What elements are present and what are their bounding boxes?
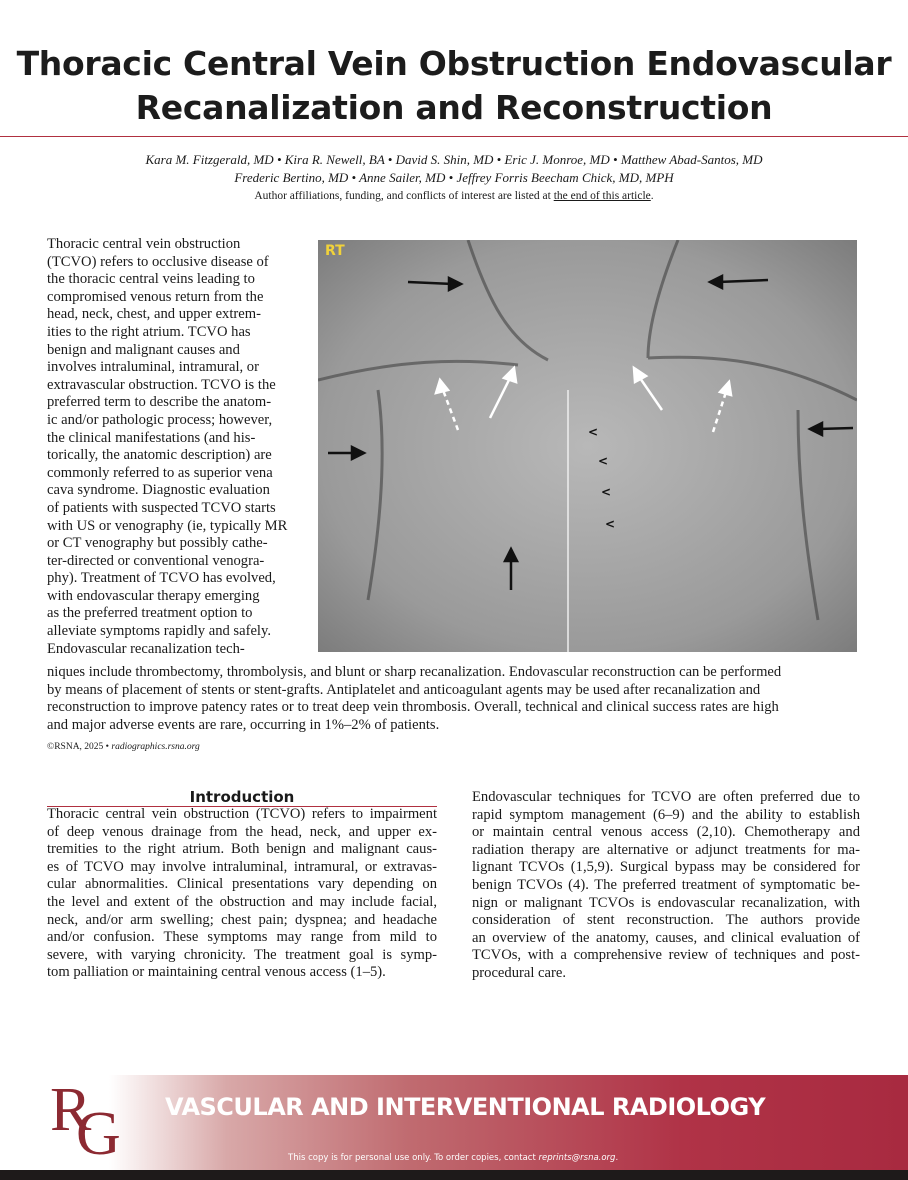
text-line: with endovascular therapy emerging (47, 587, 260, 604)
vein-shadow (648, 240, 678, 358)
text-line: ter-directed or conventional venogra- (47, 552, 265, 569)
text-line: benign TCVOs (4). The preferred treatment of symptomatic be- (472, 876, 860, 893)
abstract-continued-text (47, 664, 781, 734)
author-line: Frederic Bertino, MD • Anne Sailer, MD • Jeffrey Forris Beecham Chick, MD, MPH (234, 170, 674, 185)
text-line: and/or confusion. These symptoms may range from mild to (47, 929, 437, 946)
white-arrows (436, 368, 731, 432)
text-line: es of TCVO may involve intraluminal, intramural, or extravas- (47, 858, 437, 875)
text-line: an overview of the anatomy, causes, and clinical evaluation of (472, 929, 860, 946)
text-line: or CT venography but possibly cathe- (47, 535, 268, 552)
text-line: with US or venography (ie, typically MR (47, 517, 288, 534)
text-line: by means of placement of stents or stent-grafts. Antiplatelet and anticoagulant agents may be used after recanalization and (47, 681, 761, 698)
text-line: commonly referred to as superior vena (47, 464, 273, 481)
section-title: VASCULAR AND INTERVENTIONAL RADIOLOGY (165, 1093, 766, 1121)
author-line: Kara M. Fitzgerald, MD • Kira R. Newell, BA • David S. Shin, MD • Eric J. Monroe, MD • Matthew Abad-Santos, MD (145, 152, 763, 167)
end-of-article-link[interactable]: the end of this article (553, 190, 651, 202)
text-line: alleviate symptoms rapidly and safely. (47, 623, 271, 640)
text-line: severe, with varying chronicity. The treatment goal is symp- (47, 946, 437, 963)
journal-site: radiographics.rsna.org (111, 742, 200, 752)
text-line: of deep venous drainage from the head, neck, and upper ex- (47, 823, 437, 840)
text-line: cava syndrome. Diagnostic evaluation (47, 482, 270, 499)
svg-text:<: < (588, 425, 599, 439)
text-line: of patients with suspected TCVO starts (47, 499, 276, 516)
text-line: radiation therapy are alternative or adjunct treatments for ma- (472, 841, 860, 858)
text-line: TCVOs, with a comprehensive review of techniques and post- (472, 947, 860, 964)
svg-text:<: < (605, 517, 616, 531)
text-line: extravascular obstruction. TCVO is the (47, 376, 276, 393)
vein-shadow (368, 390, 382, 600)
affiliation-note (0, 190, 908, 202)
arrowhead-markers (588, 425, 615, 531)
intro-right-column (472, 789, 860, 983)
reprints-email[interactable]: reprints@rsna.org (538, 1153, 616, 1163)
text-line: benign and malignant causes and (47, 341, 240, 358)
text-line: torically, the anatomic description) are (47, 447, 272, 464)
text-line: neck, and/or arm swelling; chest pain; dyspnea; and headache (47, 911, 437, 928)
svg-text:<: < (598, 454, 609, 468)
abstract-side-text (47, 236, 287, 658)
title-line: Thoracic Central Vein Obstruction Endovascular (16, 44, 892, 83)
svg-text:<: < (601, 485, 612, 499)
text-line: phy). Treatment of TCVO has evolved, (47, 570, 276, 587)
text-line: Thoracic central vein obstruction (47, 236, 241, 252)
text-line: or maintain central venous access (2,10). Chemotherapy and (472, 824, 860, 841)
vein-shadow (798, 410, 818, 620)
title-divider (0, 136, 908, 137)
text-line: ic and/or pathologic process; however, (47, 411, 273, 428)
copyright-line (47, 742, 200, 752)
text-line: the thoracic central veins leading to (47, 271, 255, 288)
copyright-text: ©RSNA, 2025 • (47, 742, 112, 752)
figure-label: RT (325, 243, 345, 259)
text-line: consideration of stent reconstruction. The authors provide (472, 912, 860, 929)
text-line: nign or malignant TCVOs is endovascular recanalization, with (472, 894, 860, 911)
text-line: niques include thrombectomy, thrombolysis, and blunt or sharp recanalization. Endovascular reconstruction can be performed (47, 664, 782, 680)
venogram-figure (318, 240, 857, 652)
text-line: involves intraluminal, intramural, or (47, 359, 259, 376)
vein-shadow (648, 357, 857, 400)
title-line: Recanalization and Reconstruction (135, 88, 773, 127)
text-line: Endovascular techniques for TCVO are often preferred due to (472, 789, 860, 805)
vein-shadow (318, 361, 518, 380)
notice-end: . (615, 1153, 619, 1163)
intro-left-column (47, 806, 437, 982)
text-line: ities to the right atrium. TCVO has (47, 323, 251, 340)
text-line: rapid symptom management (6–9) and the ability to establish (472, 806, 860, 823)
notice-text: This copy is for personal use only. To order copies, contact (288, 1153, 539, 1163)
introduction-heading: Introduction (189, 788, 295, 806)
text-line: reconstruction to improve patency rates or to treat deep vein thrombosis. Overall, technical and clinical success rates are high (47, 699, 779, 716)
text-line: tom palliation or maintaining central venous access (1–5). (47, 964, 386, 981)
vein-shadow (468, 240, 548, 360)
text-line: compromised venous return from the (47, 288, 264, 305)
text-line: procedural care. (472, 964, 566, 981)
text-line: lignant TCVOs (1,5,9). Surgical bypass may be considered for (472, 859, 860, 876)
text-line: cular abnormalities. Clinical presentations vary depending on (47, 876, 437, 893)
text-line: head, neck, chest, and upper extrem- (47, 306, 261, 323)
text-line: and major adverse events are rare, occurring in 1%–2% of patients. (47, 716, 440, 733)
text-line: as the preferred treatment option to (47, 605, 253, 622)
affiliation-end: . (650, 190, 654, 202)
text-line: the level and extent of the obstruction and may include facial, (47, 893, 437, 910)
text-line: Thoracic central vein obstruction (TCVO) refers to impairment (47, 806, 437, 822)
text-line: tremities to the right atrium. Both benign and malignant caus- (47, 841, 437, 858)
affiliation-text: Author affiliations, funding, and conflicts of interest are listed at (254, 190, 554, 202)
figure-annotations (318, 240, 857, 652)
bottom-bar (0, 1170, 908, 1180)
section-banner (0, 1075, 908, 1170)
text-line: Endovascular recanalization tech- (47, 640, 245, 657)
radiographics-logo: R G (50, 1076, 121, 1168)
article-title (0, 42, 908, 130)
author-list (0, 151, 908, 187)
text-line: preferred term to describe the anatom- (47, 394, 272, 411)
text-line: the clinical manifestations (and his- (47, 429, 256, 446)
reprint-notice (288, 1153, 618, 1163)
text-line: (TCVO) refers to occlusive disease of (47, 253, 269, 270)
